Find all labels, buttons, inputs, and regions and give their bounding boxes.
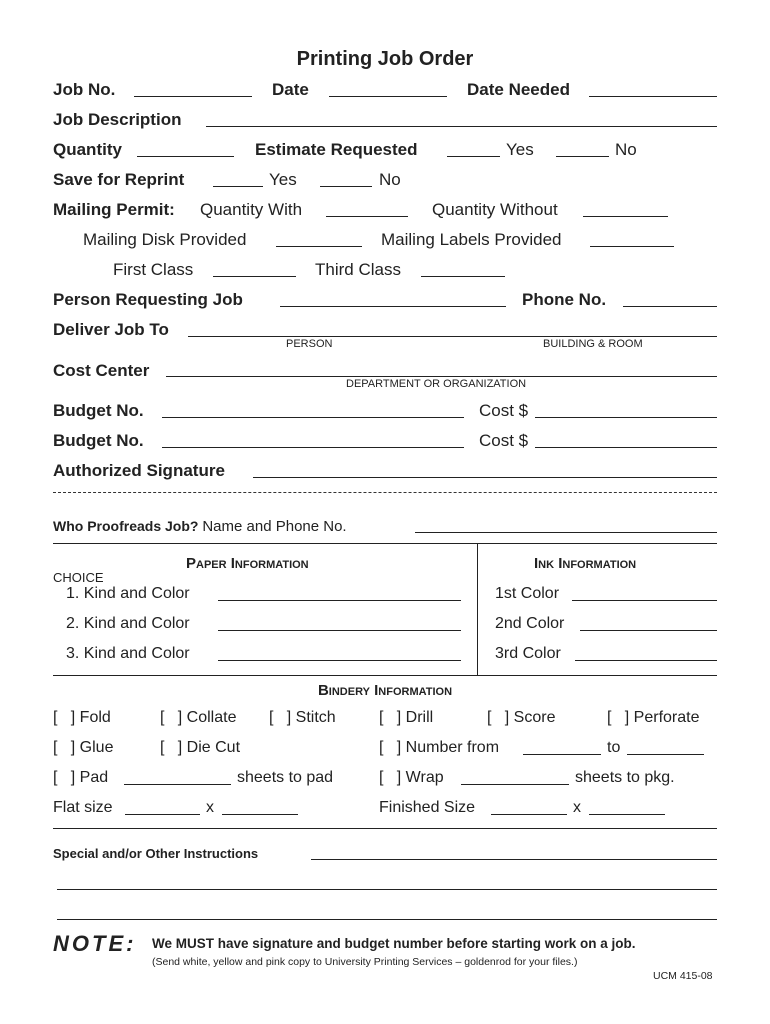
finished-size-label: Finished Size (379, 799, 476, 816)
estimate-requested-label: Estimate Requested (255, 140, 418, 159)
number-to-label: to (607, 739, 621, 756)
deliver-building-caption: BUILDING & ROOM (543, 338, 643, 350)
section-rule-top (53, 543, 717, 544)
sheets-to-pkg-label: sheets to pkg. (575, 769, 675, 786)
person-requesting-field[interactable] (280, 306, 506, 307)
collate-checkbox[interactable]: [ ] Collate (160, 709, 237, 726)
proofread-label: Who Proofreads Job? (53, 518, 199, 534)
first-class-label: First Class (113, 260, 194, 279)
perforate-checkbox[interactable]: [ ] Perforate (607, 709, 700, 726)
paper-kind-label-1: 1. Kind and Color (66, 585, 190, 602)
ink-color-field-3[interactable] (575, 660, 717, 661)
paper-kind-label-3: 3. Kind and Color (66, 645, 190, 662)
finished-size-x: x (573, 799, 581, 816)
third-class-field[interactable] (421, 276, 505, 277)
deliver-job-to-field[interactable] (188, 336, 717, 337)
bindery-information-heading: Bindery Information (317, 682, 453, 699)
ink-information-heading: Ink Information (534, 555, 637, 572)
quantity-with-field[interactable] (326, 216, 408, 217)
estimate-yes-label: Yes (506, 140, 534, 159)
cost-center-field[interactable] (166, 376, 717, 377)
form-code: UCM 415-08 (653, 970, 713, 982)
authorized-signature-field[interactable] (253, 477, 717, 478)
quantity-without-label: Quantity Without (432, 200, 558, 219)
quantity-without-field[interactable] (583, 216, 668, 217)
wrap-checkbox[interactable]: [ ] Wrap (379, 769, 444, 786)
ink-color-field-2[interactable] (580, 630, 717, 631)
proofread-line (53, 518, 347, 535)
finished-size-height-field[interactable] (589, 814, 665, 815)
flat-size-label: Flat size (53, 799, 113, 816)
flat-size-width-field[interactable] (125, 814, 200, 815)
reprint-yes-field[interactable] (213, 186, 263, 187)
cost-field-1[interactable] (535, 417, 717, 418)
ink-color-label-2: 2nd Color (495, 615, 565, 632)
number-from-field[interactable] (523, 754, 601, 755)
note-subtext: (Send white, yellow and pink copy to University Printing Services – goldenrod for your files.) (152, 956, 578, 968)
section-rule-special (53, 828, 717, 829)
quantity-with-label: Quantity With (200, 200, 303, 219)
wrap-field[interactable] (461, 784, 569, 785)
mailing-labels-field[interactable] (590, 246, 674, 247)
quantity-field[interactable] (137, 156, 234, 157)
budget-no-field-2[interactable] (162, 447, 464, 448)
mailing-disk-label: Mailing Disk Provided (83, 230, 247, 249)
cost-center-caption: DEPARTMENT OR ORGANIZATION (346, 378, 527, 390)
mailing-disk-field[interactable] (276, 246, 362, 247)
paper-information-heading: Paper Information (186, 555, 309, 572)
cost-label-1: Cost $ (479, 401, 529, 420)
pad-checkbox[interactable]: [ ] Pad (53, 769, 109, 786)
job-description-label: Job Description (53, 110, 182, 129)
paper-kind-field-3[interactable] (218, 660, 461, 661)
note-label: NOTE: (53, 931, 137, 956)
number-to-field[interactable] (627, 754, 704, 755)
person-requesting-label: Person Requesting Job (53, 290, 243, 309)
special-instructions-label: Special and/or Other Instructions (53, 846, 259, 861)
estimate-no-field[interactable] (556, 156, 609, 157)
third-class-label: Third Class (315, 260, 401, 279)
authorized-signature-label: Authorized Signature (53, 461, 225, 480)
ink-color-label-1: 1st Color (495, 585, 560, 602)
cost-label-2: Cost $ (479, 431, 529, 450)
paper-kind-label-2: 2. Kind and Color (66, 615, 190, 632)
phone-no-field[interactable] (623, 306, 717, 307)
finished-size-width-field[interactable] (491, 814, 567, 815)
score-checkbox[interactable]: [ ] Score (487, 709, 556, 726)
paper-kind-field-2[interactable] (218, 630, 461, 631)
estimate-no-label: No (615, 140, 637, 159)
budget-no-label-2: Budget No. (53, 431, 144, 450)
reprint-yes-label: Yes (269, 170, 297, 189)
number-from-checkbox[interactable]: [ ] Number from (379, 739, 500, 756)
section-rule-bindery (53, 675, 717, 676)
quantity-label: Quantity (53, 140, 122, 159)
date-field[interactable] (329, 96, 447, 97)
date-label: Date (272, 80, 309, 99)
first-class-field[interactable] (213, 276, 296, 277)
ink-color-field-1[interactable] (572, 600, 717, 601)
mailing-labels-label: Mailing Labels Provided (381, 230, 562, 249)
save-for-reprint-label: Save for Reprint (53, 170, 185, 189)
flat-size-x: x (206, 799, 214, 816)
drill-checkbox[interactable]: [ ] Drill (379, 709, 434, 726)
die-cut-checkbox[interactable]: [ ] Die Cut (160, 739, 241, 756)
cost-center-label: Cost Center (53, 361, 150, 380)
choice-label: CHOICE (53, 570, 104, 585)
ink-color-label-3: 3rd Color (495, 645, 561, 662)
fold-checkbox[interactable]: [ ] Fold (53, 709, 111, 726)
flat-size-height-field[interactable] (222, 814, 298, 815)
deliver-job-to-label: Deliver Job To (53, 320, 169, 339)
date-needed-field[interactable] (589, 96, 717, 97)
job-no-label: Job No. (53, 80, 116, 99)
job-no-field[interactable] (134, 96, 252, 97)
sheets-to-pad-label: sheets to pad (237, 769, 334, 786)
special-instructions-field-2[interactable] (57, 889, 717, 890)
date-needed-label: Date Needed (467, 80, 570, 99)
pad-field[interactable] (124, 784, 231, 785)
job-description-field[interactable] (206, 126, 717, 127)
glue-checkbox[interactable]: [ ] Glue (53, 739, 114, 756)
proofread-rest: Name and Phone No. (202, 518, 347, 535)
column-divider (477, 543, 478, 675)
dashed-separator (53, 492, 717, 493)
reprint-no-label: No (379, 170, 401, 189)
cost-field-2[interactable] (535, 447, 717, 448)
deliver-person-caption: PERSON (286, 338, 333, 350)
page-title: Printing Job Order (296, 48, 474, 70)
special-instructions-field-1[interactable] (311, 859, 717, 860)
phone-no-label: Phone No. (522, 290, 607, 309)
estimate-yes-field[interactable] (447, 156, 500, 157)
proofread-field[interactable] (415, 532, 717, 533)
paper-kind-field-1[interactable] (218, 600, 461, 601)
stitch-checkbox[interactable]: [ ] Stitch (269, 709, 336, 726)
reprint-no-field[interactable] (320, 186, 372, 187)
note-text: We MUST have signature and budget number before starting work on a job. (152, 936, 636, 951)
budget-no-label-1: Budget No. (53, 401, 144, 420)
budget-no-field-1[interactable] (162, 417, 464, 418)
mailing-permit-label: Mailing Permit: (53, 200, 175, 219)
special-instructions-field-3[interactable] (57, 919, 717, 920)
